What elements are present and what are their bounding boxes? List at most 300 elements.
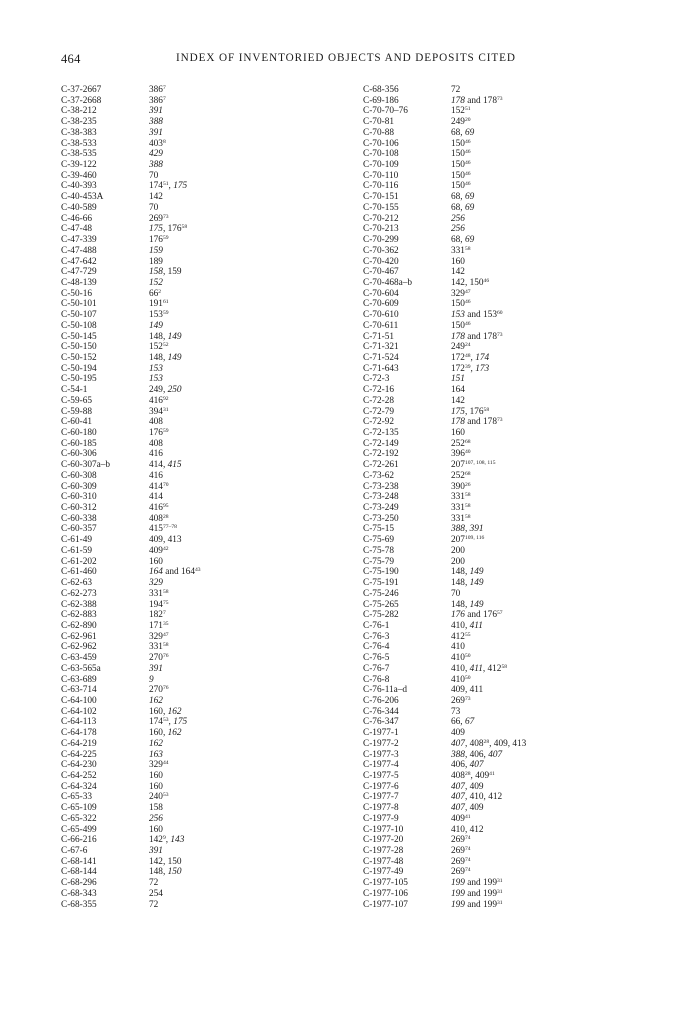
inventory-number: C-47-642 [61,256,97,267]
page-ref: , 410, 412 [464,792,503,803]
page-ref: 73 [451,706,461,717]
page-ref-italic: 407 [451,738,465,749]
page-references [149,653,341,664]
index-entry [363,717,653,728]
page-references [149,85,341,96]
inventory-number: C-75-191 [363,578,399,589]
page-ref: 331 [149,642,163,653]
page-references [149,717,341,728]
inventory-number: C-40-589 [61,202,97,213]
inventory-number: C-70-610 [363,310,399,321]
index-entry [61,171,341,182]
inventory-number: C-72-16 [363,385,394,396]
index-entry [363,589,653,600]
page-ref: 142 [451,395,465,406]
note-ref: 26 [464,481,471,488]
inventory-number: C-70-212 [363,213,399,224]
inventory-number: C-73-238 [363,481,399,492]
index-entry [363,482,653,493]
page-references [149,257,341,268]
index-entry [363,428,653,439]
page-ref: 160 [149,781,163,792]
inventory-number: C-50-16 [61,288,92,299]
inventory-number: C-70-609 [363,299,399,310]
page-references [451,374,653,385]
page-ref: 249 [451,117,465,128]
inventory-number: C-37-2667 [61,85,102,95]
note-ref: 52 [162,342,169,349]
note-ref: 31 [496,899,503,906]
index-entry [61,685,341,696]
note-ref: 68 [464,438,471,445]
page-references [149,535,341,546]
page-references [149,867,341,878]
page-references [451,492,653,503]
page-references [149,621,341,632]
index-entry [363,385,653,396]
page-ref: 194 [149,599,163,610]
page-references [149,203,341,214]
page-ref: , 409, 413 [489,738,527,749]
page-ref: , 176 [464,406,484,417]
page-references [451,139,653,150]
inventory-number: C-70-116 [363,181,399,192]
page-ref: 148, [149,352,168,363]
index-entry [61,600,341,611]
index-entry [61,632,341,643]
inventory-number: C-50-107 [61,310,97,321]
index-entry [363,224,653,235]
index-entry [363,600,653,611]
index-entry [363,771,653,782]
page-ref: , 159 [162,267,182,278]
index-entry [363,407,653,418]
index-entry [363,814,653,825]
note-ref: 41 [489,771,495,777]
inventory-number: C-1977-9 [363,813,399,824]
note-ref: 70 [162,481,169,488]
page-ref: 331 [451,503,465,514]
page-references [451,482,653,493]
note-ref: 48 [464,352,471,359]
page-references [149,900,341,911]
inventory-number: C-60-338 [61,513,97,524]
index-entry [61,867,341,878]
inventory-number: C-67-6 [61,846,88,857]
inventory-number: C-1977-106 [363,888,408,899]
page-ref: and 199 [464,878,497,889]
page-ref: 416 [149,395,163,406]
index-entry [363,524,653,535]
page-references [451,771,653,782]
page-ref: 252 [451,438,465,449]
page-ref: 66 [149,288,159,299]
index-entry [363,257,653,268]
page-ref-italic: 407 [469,760,484,771]
note-ref: 46 [464,299,471,306]
index-entry [363,642,653,653]
index-entry [61,278,341,289]
index-entry [363,342,653,353]
page-ref-italic: 256 [451,224,465,235]
page-ref: 68, [451,235,465,246]
page-references [451,707,653,718]
page-ref-italic: 429 [149,149,163,160]
page-references [451,353,653,364]
inventory-number: C-37-2668 [61,95,102,106]
page-references [451,128,653,139]
page-references [451,557,653,568]
index-entry [363,310,653,321]
page-references [149,106,341,117]
note-ref: 95 [162,503,169,510]
inventory-number: C-75-69 [363,535,394,546]
page-ref: 160, [149,728,168,739]
inventory-number: C-64-252 [61,771,97,781]
inventory-number: C-50-101 [61,299,97,310]
index-entry [363,707,653,718]
page-references [149,760,341,771]
page-ref: 160 [149,556,163,567]
inventory-number: C-70-467 [363,267,399,278]
page-references [149,589,341,600]
note-ref: 8 [162,138,166,145]
index-entry [61,203,341,214]
page-references [451,514,653,525]
index-entry [363,139,653,150]
page-ref: 270 [149,685,163,696]
page-ref-italic: 149 [167,331,182,342]
index-entry [61,578,341,589]
page-ref: 329 [451,288,465,299]
page-ref: , [168,717,174,728]
note-ref: 73 [496,331,503,338]
page-references [149,503,341,514]
page-references [451,181,653,192]
page-ref: 249, [149,385,168,396]
note-ref: 61 [162,299,169,306]
page-ref: 174 [149,717,163,728]
index-entry [363,546,653,557]
inventory-number: C-61-59 [61,545,92,556]
page-references [149,396,341,407]
inventory-number: C-38-535 [61,149,97,160]
page-references [451,278,653,289]
page-references [149,439,341,450]
page-ref: 403 [149,138,163,149]
page-ref-italic: 388 [149,160,163,171]
index-entry [363,449,653,460]
page-ref: 408 [149,417,163,428]
note-ref: 28 [464,771,471,777]
page-references [451,524,653,535]
inventory-number: C-61-202 [61,556,97,567]
index-entry [61,471,341,482]
page-references [451,600,653,611]
page-references [451,224,653,235]
note-ref: 39 [464,363,471,370]
page-ref: 252 [451,470,465,481]
page-references [149,610,341,621]
page-references [451,825,653,836]
page-ref: 406, [451,760,470,771]
index-entry [61,128,341,139]
page-references [451,503,653,514]
note-ref: 109, 116 [464,535,485,542]
index-entry [61,557,341,568]
page-ref: 269 [451,835,465,846]
page-references [451,567,653,578]
page-references [451,642,653,653]
page-ref: 152 [149,342,163,353]
note-ref: 24 [464,342,471,349]
page-ref: and 178 [464,95,497,106]
note-ref: 46 [464,138,471,145]
page-references [451,578,653,589]
index-entry [61,621,341,632]
inventory-number: C-50-108 [61,320,97,331]
page-references [451,385,653,396]
inventory-number: C-50-194 [61,363,97,374]
page-ref-italic: 178 [451,95,465,106]
page-ref-italic: 67 [464,717,475,728]
inventory-number: C-70-110 [363,170,399,181]
page-ref: 408 [149,438,163,449]
page-ref: and 199 [464,899,497,910]
note-ref: 46 [464,149,471,156]
index-entry [61,396,341,407]
index-entry [363,557,653,568]
inventory-number: C-60-309 [61,481,97,492]
page-references [149,192,341,203]
note-ref: 46 [464,320,471,327]
page-ref-italic: 388 [149,117,163,128]
page-ref: 68, [451,202,465,213]
inventory-number: C-62-962 [61,642,97,653]
page-references [149,707,341,718]
page-ref-italic: 178 [451,417,465,428]
index-entry [61,332,341,343]
inventory-number: C-60-312 [61,503,97,514]
note-ref: 7 [162,610,166,617]
page-ref-italic: 9 [149,674,154,685]
index-entry [61,181,341,192]
page-ref-italic: 152 [149,277,163,288]
page-ref-italic: 69 [464,235,475,246]
note-ref: 73 [464,695,471,702]
page-ref: 191 [149,299,163,310]
page-ref-italic: 329 [149,578,163,589]
page-number: 464 [61,52,81,66]
page-ref-italic: 175 [451,406,465,417]
index-entry [61,535,341,546]
index-entry [363,760,653,771]
inventory-number: C-47-488 [61,245,97,256]
page-ref: 152 [451,106,465,117]
page-ref: 269 [149,213,163,224]
note-ref: 107, 108, 115 [464,460,496,467]
page-references [149,857,341,868]
page-references [451,632,653,643]
page-ref: , [470,363,476,374]
note-ref: 59 [162,310,169,317]
inventory-number: C-1977-49 [363,867,404,878]
inventory-number: C-1977-2 [363,738,399,749]
page-ref-italic: 175 [149,224,163,235]
page-references [451,696,653,707]
page-ref: 150 [451,299,465,310]
page-ref-italic: 256 [451,213,465,224]
page-ref-italic: 143 [170,835,185,846]
inventory-number: C-72-149 [363,438,399,449]
index-entry [363,803,653,814]
inventory-number: C-75-79 [363,556,394,567]
note-ref: 7 [162,85,166,91]
inventory-number: C-73-249 [363,503,399,514]
inventory-number: C-64-230 [61,760,97,771]
index-entry [363,535,653,546]
page-ref: 160 [451,428,465,438]
index-entry [363,171,653,182]
inventory-number: C-50-145 [61,331,97,342]
inventory-number: C-75-78 [363,545,394,556]
page-ref-italic: 158 [149,267,163,278]
index-entry [363,192,653,203]
page-ref: 176 [149,235,163,246]
note-ref: 73 [496,417,503,424]
page-references [451,364,653,375]
index-entry [61,750,341,761]
index-entry [61,589,341,600]
index-entry [61,567,341,578]
index-entry [363,278,653,289]
page-ref: 269 [451,846,465,857]
page-ref: 72 [451,85,461,95]
index-entry [363,900,653,911]
note-ref: 46 [483,277,490,284]
page-ref: 150 [451,181,465,192]
page-ref-italic: 162 [167,706,182,717]
note-ref: 58 [501,663,508,670]
index-entry [363,782,653,793]
index-entry [363,149,653,160]
page-references [149,353,341,364]
index-entry [363,321,653,332]
page-references [149,578,341,589]
inventory-number: C-70-362 [363,245,399,256]
page-references [149,835,341,846]
page-ref: 142 [149,192,163,203]
index-entry [363,750,653,761]
note-ref: 55 [464,631,471,638]
note-ref: 58 [464,503,471,510]
page-ref: , 409 [464,803,484,814]
page-references [149,728,341,739]
inventory-number: C-75-15 [363,524,394,535]
page-ref: 142, 150 [451,277,484,288]
page-references [451,717,653,728]
inventory-number: C-47-729 [61,267,97,278]
note-ref: 57 [496,610,503,617]
index-entry [363,825,653,836]
page-ref: 409 [149,545,163,556]
page-references [149,482,341,493]
index-entry [363,374,653,385]
inventory-number: C-68-296 [61,878,97,889]
page-ref-italic: 153 [149,374,163,385]
inventory-number: C-72-79 [363,406,394,417]
page-ref-italic: 162 [167,728,182,739]
inventory-number: C-76-11a–d [363,685,408,696]
page-references [451,85,653,96]
page-ref: 408 [149,513,163,524]
index-entry [61,814,341,825]
page-ref: 189 [149,256,163,267]
index-entry [61,299,341,310]
index-entry [363,364,653,375]
inventory-number: C-1977-4 [363,760,399,771]
page-ref: 409 [451,813,465,824]
index-entry [363,439,653,450]
page-ref-italic: 391 [149,846,163,857]
page-ref: 148, [149,867,168,878]
page-ref: 331 [451,492,465,503]
index-entry [61,246,341,257]
index-entry [363,289,653,300]
inventory-number: C-60-308 [61,470,97,481]
page-ref: 142, 150 [149,856,182,867]
page-ref: 150 [451,149,465,160]
note-ref: 74 [464,835,471,842]
inventory-number: C-70-106 [363,138,399,149]
note-ref: 50 [464,674,471,681]
page-references [451,750,653,761]
page-ref: 386 [149,95,163,106]
page-ref-italic: 162 [149,695,163,706]
page-ref: 394 [149,406,163,417]
page-ref: , 408 [464,738,484,749]
inventory-number: C-1977-20 [363,835,404,846]
inventory-number: C-76-5 [363,653,390,664]
inventory-number: C-70-108 [363,149,399,160]
index-entry [61,760,341,771]
page-references [451,192,653,203]
index-entry [363,235,653,246]
page-references [149,181,341,192]
page-references [451,621,653,632]
inventory-number: C-64-324 [61,781,97,792]
page-references [149,557,341,568]
note-ref: 68 [464,470,471,477]
page-ref: 207 [451,535,465,546]
index-entry [363,460,653,471]
index-entry [363,503,653,514]
inventory-number: C-48-139 [61,277,97,288]
page-ref: 207 [451,460,465,471]
page-ref: 160, [149,706,168,717]
page-ref: 412 [451,631,465,642]
inventory-number: C-64-100 [61,695,97,706]
index-entry [61,653,341,664]
inventory-number: C-63-565a [61,663,101,674]
index-entry [363,621,653,632]
inventory-number: C-70-151 [363,192,399,203]
inventory-number: C-1977-1 [363,728,399,739]
index-entry [363,203,653,214]
inventory-number: C-1977-107 [363,899,408,910]
page-ref-italic: 388, 391 [451,524,484,535]
index-entry [61,503,341,514]
